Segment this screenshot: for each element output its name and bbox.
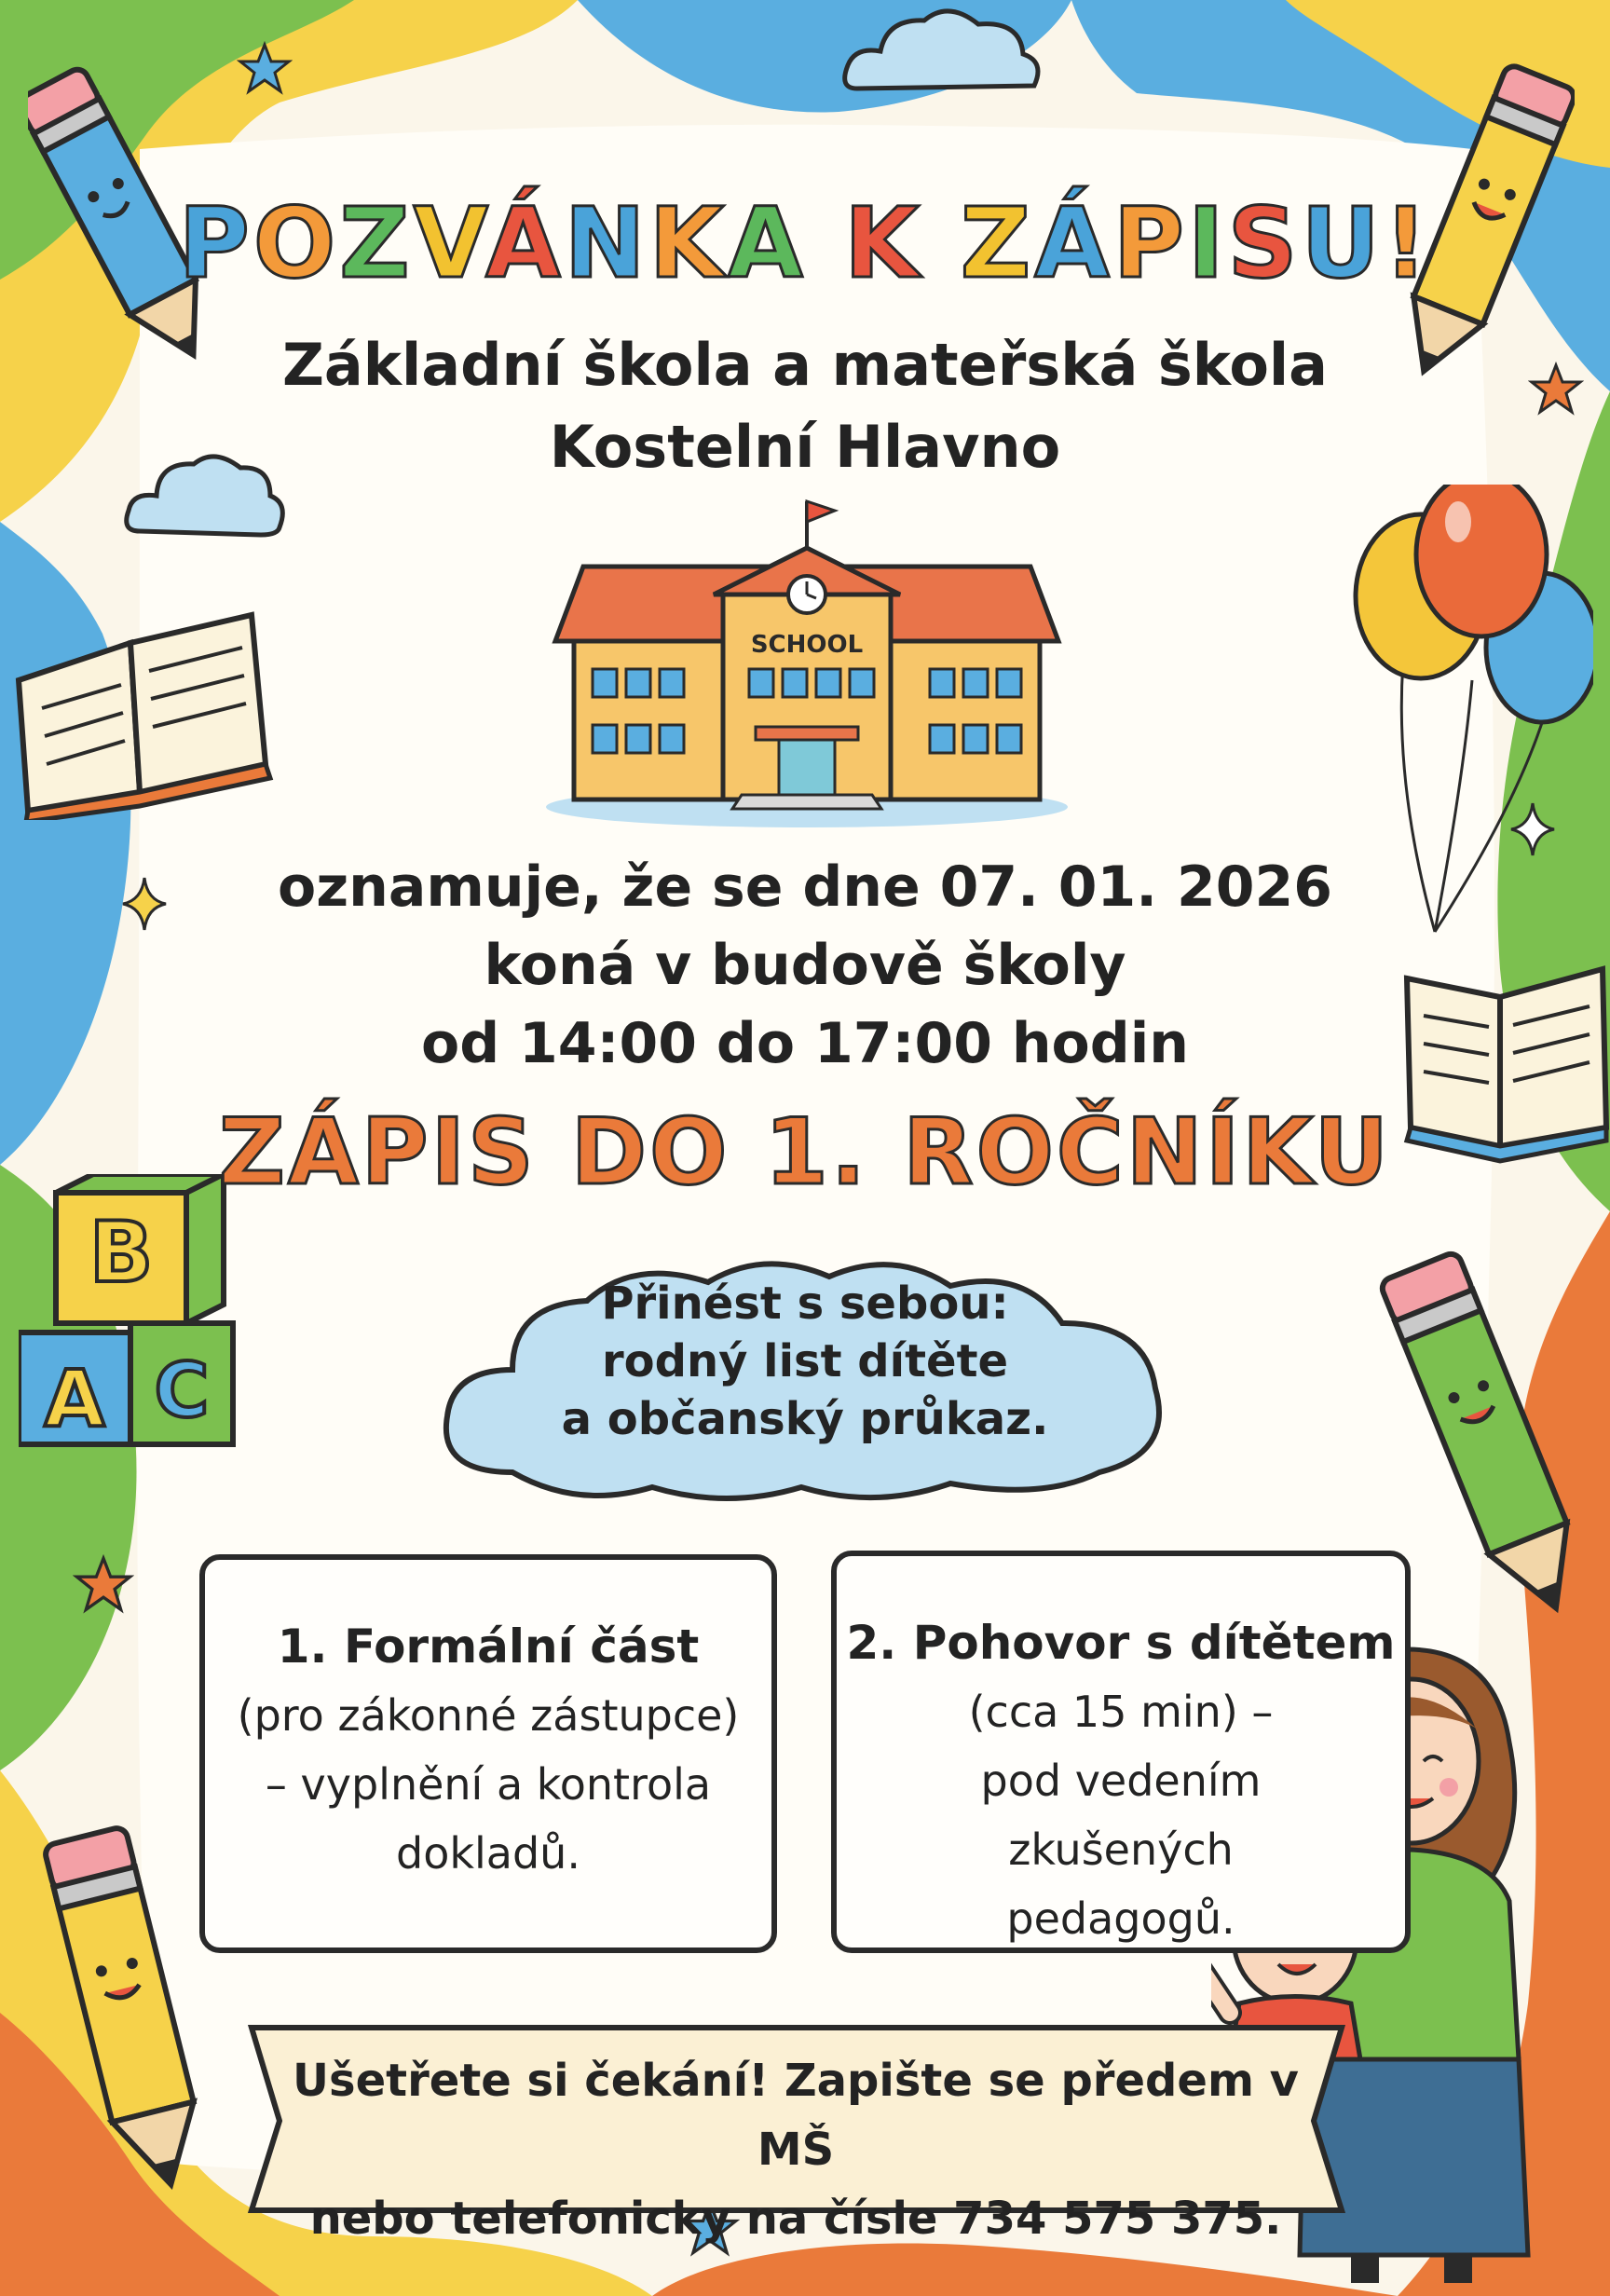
title-letter: K bbox=[843, 186, 923, 300]
info-box-formal-part bbox=[199, 1554, 777, 1953]
star-icon bbox=[237, 41, 293, 97]
title-letter: V bbox=[413, 186, 486, 300]
info-box-line: (pro zákonné zástupce) bbox=[237, 1690, 740, 1741]
title-letter: O bbox=[252, 186, 340, 300]
school-name bbox=[0, 324, 1610, 488]
title-letter: Z bbox=[960, 186, 1035, 300]
title-letter: Á bbox=[1034, 186, 1113, 300]
school-name-line2: Kostelní Hlavno bbox=[549, 413, 1061, 481]
star-icon bbox=[73, 1554, 134, 1616]
info-box-interview bbox=[831, 1551, 1411, 1953]
announcement-time-line: od 14:00 do 17:00 hodin bbox=[420, 1011, 1190, 1076]
title-letter: ! bbox=[1383, 186, 1432, 300]
title-letter: P bbox=[1112, 186, 1188, 300]
info-box-line: pedagogů. bbox=[1006, 1893, 1235, 1944]
headline: ZÁPIS DO 1. ROČNÍKU bbox=[218, 1100, 1392, 1206]
info-box-line: pod vedením bbox=[980, 1756, 1262, 1806]
open-book-icon bbox=[0, 606, 280, 820]
page-title bbox=[0, 186, 1610, 300]
info-box-line: – vyplnění a kontrola bbox=[265, 1759, 712, 1810]
banner-phone-line: nebo telefonicky na čísle 734 575 375. bbox=[309, 2193, 1282, 2245]
bring-heading: Přinést s sebou: bbox=[601, 1278, 1009, 1330]
info-box-title: 2. Pohovor s dítětem bbox=[846, 1616, 1396, 1670]
title-letter: U bbox=[1301, 186, 1384, 300]
title-letter bbox=[807, 186, 844, 300]
bring-list bbox=[0, 1275, 1610, 1448]
title-letter: I bbox=[1187, 186, 1228, 300]
bottom-banner bbox=[265, 2026, 1327, 2245]
announcement-place-line: koná v budově školy bbox=[484, 933, 1126, 998]
announcement bbox=[0, 848, 1610, 1083]
announcement-date-line: oznamuje, že se dne 07. 01. 2026 bbox=[278, 854, 1332, 920]
banner-line1: Ušetřete si čekání! Zapište se předem v MŠ bbox=[293, 2055, 1299, 2176]
block-letter-c: C bbox=[154, 1347, 210, 1434]
title-letter: N bbox=[564, 186, 649, 300]
bring-item-birth-certificate: rodný list dítěte bbox=[601, 1335, 1009, 1387]
info-box-title: 1. Formální část bbox=[277, 1620, 700, 1674]
bring-item-id-card: a občanský průkaz. bbox=[561, 1393, 1049, 1445]
title-letter bbox=[923, 186, 961, 300]
cloud-icon bbox=[839, 0, 1053, 102]
title-letter: P bbox=[178, 186, 253, 300]
title-letter: K bbox=[648, 186, 729, 300]
block-letter-a: A bbox=[44, 1353, 105, 1444]
school-name-line1: Základní škola a mateřská škola bbox=[281, 331, 1329, 399]
title-letter: Á bbox=[485, 186, 565, 300]
info-box-line: (cca 15 min) – bbox=[968, 1687, 1274, 1737]
title-letter: A bbox=[728, 186, 807, 300]
school-building-icon bbox=[546, 483, 1068, 827]
school-sign: SCHOOL bbox=[750, 631, 864, 659]
title-letter: Z bbox=[339, 186, 414, 300]
info-box-line: dokladů. bbox=[396, 1828, 580, 1879]
block-letter-b: B bbox=[89, 1204, 154, 1302]
title-letter: S bbox=[1227, 186, 1302, 300]
info-box-line: zkušených bbox=[1008, 1824, 1234, 1875]
pencil-icon bbox=[28, 1808, 224, 2199]
